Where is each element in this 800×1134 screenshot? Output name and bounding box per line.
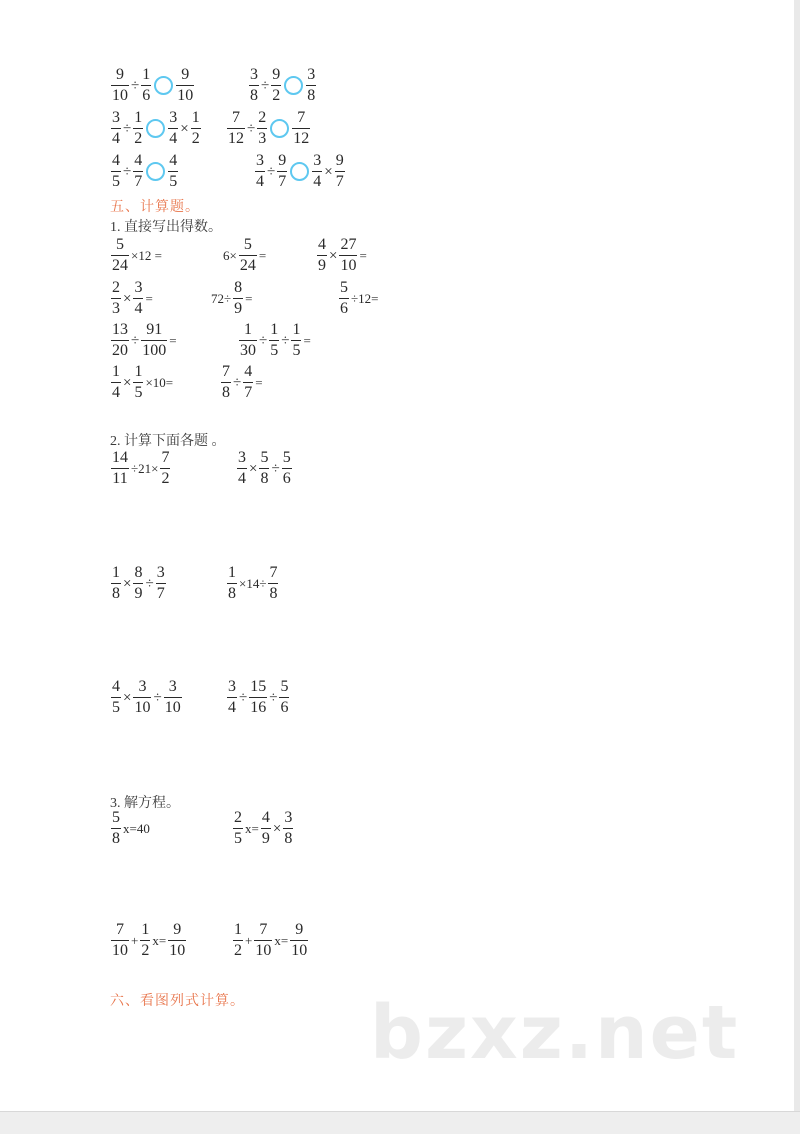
question-2-title: 2. 计算下面各题 。 xyxy=(110,434,226,449)
fraction: $\frac{9}{10}$ xyxy=(291,921,308,959)
fraction: $\frac{9}{2}$ xyxy=(272,66,281,104)
fraction: $\frac{5}{6}$ xyxy=(282,449,291,487)
q2-item-3 xyxy=(110,565,167,602)
expression-text: ×14÷ xyxy=(239,575,267,591)
operator: × xyxy=(272,820,282,837)
operator: ÷ xyxy=(123,120,132,137)
expression-text: ÷21× xyxy=(131,460,159,476)
fraction: $\frac{3}{8}$ xyxy=(284,809,293,847)
fraction: $\frac{1}{2}$ xyxy=(134,109,143,147)
compare-item-4 xyxy=(226,110,311,147)
fraction: $\frac{2}{3}$ xyxy=(258,109,267,147)
q1-item-8 xyxy=(238,322,312,359)
fraction: $\frac{1}{4}$ xyxy=(112,363,120,401)
fraction: $\frac{1}{5}$ xyxy=(134,363,143,401)
fraction: $\frac{1}{8}$ xyxy=(112,564,120,602)
fraction: $\frac{9}{10}$ xyxy=(169,921,186,959)
fraction: $\frac{9}{7}$ xyxy=(278,152,287,190)
fraction: $\frac{1}{5}$ xyxy=(292,321,301,359)
fraction: $\frac{4}{7}$ xyxy=(134,152,143,190)
fraction: $\frac{3}{4}$ xyxy=(112,109,120,147)
expression-text: 72÷ xyxy=(211,290,232,306)
operator: ÷ xyxy=(271,460,280,477)
q1-item-2 xyxy=(222,237,267,274)
answer-circle-icon[interactable] xyxy=(284,76,303,95)
fraction: $\frac{5}{24}$ xyxy=(112,236,128,274)
operator: ÷ xyxy=(131,77,140,94)
section-5-title: 五、计算题。 xyxy=(110,200,200,215)
fraction: $\frac{5}{6}$ xyxy=(340,279,348,317)
expression-text: = xyxy=(255,374,263,390)
fraction: $\frac{2}{5}$ xyxy=(234,809,242,847)
expression-text: ×10= xyxy=(145,374,174,390)
fraction: $\frac{4}{5}$ xyxy=(169,152,178,190)
fraction: $\frac{1}{30}$ xyxy=(240,321,256,359)
fraction: $\frac{1}{2}$ xyxy=(141,921,150,959)
expression-text: ×12 = xyxy=(131,247,162,263)
expression-text: x= xyxy=(152,932,167,948)
operator: ÷ xyxy=(145,575,154,592)
fraction: $\frac{4}{7}$ xyxy=(244,363,253,401)
fraction: $\frac{9}{10}$ xyxy=(112,66,128,104)
fraction: $\frac{3}{8}$ xyxy=(250,66,258,104)
fraction: $\frac{7}{12}$ xyxy=(228,109,244,147)
fraction: $\frac{8}{9}$ xyxy=(134,564,143,602)
fraction: $\frac{13}{20}$ xyxy=(112,321,128,359)
fraction: $\frac{4}{5}$ xyxy=(112,678,120,716)
fraction: $\frac{7}{12}$ xyxy=(293,109,310,147)
q2-item-2 xyxy=(236,450,293,487)
answer-circle-icon[interactable] xyxy=(146,162,165,181)
fraction: $\frac{1}{5}$ xyxy=(270,321,279,359)
fraction: $\frac{7}{8}$ xyxy=(222,363,230,401)
operator: ÷ xyxy=(281,332,290,349)
expression-text: = xyxy=(245,290,253,306)
expression-text: x=40 xyxy=(123,820,150,836)
q2-item-5 xyxy=(110,679,183,716)
fraction: $\frac{3}{7}$ xyxy=(156,564,165,602)
fraction: $\frac{3}{8}$ xyxy=(307,66,316,104)
compare-item-2 xyxy=(248,67,317,104)
fraction: $\frac{3}{4}$ xyxy=(134,279,143,317)
fraction: $\frac{91}{100}$ xyxy=(142,321,167,359)
operator: × xyxy=(123,689,132,706)
operator: × xyxy=(123,575,132,592)
operator: ÷ xyxy=(261,77,270,94)
operator: ÷ xyxy=(233,374,242,391)
fraction: $\frac{27}{10}$ xyxy=(340,236,357,274)
question-1-title: 1. 直接写出得数。 xyxy=(110,220,222,235)
q2-item-4 xyxy=(226,565,279,602)
operator: × xyxy=(329,247,338,264)
operator: ÷ xyxy=(247,120,256,137)
q3-item-3 xyxy=(110,922,187,959)
q3-item-2 xyxy=(232,810,294,847)
fraction: $\frac{7}{8}$ xyxy=(269,564,278,602)
compare-item-6 xyxy=(254,153,346,190)
watermark: bzxz.net xyxy=(370,990,740,1076)
fraction: $\frac{5}{8}$ xyxy=(260,449,269,487)
operator: ÷ xyxy=(267,163,276,180)
fraction: $\frac{7}{10}$ xyxy=(255,921,272,959)
fraction: $\frac{14}{11}$ xyxy=(112,449,128,487)
page-edge xyxy=(794,0,800,1134)
operator: ÷ xyxy=(131,332,140,349)
operator: ÷ xyxy=(239,689,248,706)
fraction: $\frac{4}{9}$ xyxy=(318,236,326,274)
answer-circle-icon[interactable] xyxy=(290,162,309,181)
operator: + xyxy=(131,932,139,948)
fraction: $\frac{1}{2}$ xyxy=(191,109,200,147)
operator: ÷ xyxy=(259,332,268,349)
q1-item-7 xyxy=(110,322,178,359)
fraction: $\frac{1}{8}$ xyxy=(228,564,236,602)
operator: × xyxy=(123,290,132,307)
q1-item-9 xyxy=(110,364,174,401)
expression-text: = xyxy=(258,247,267,263)
operator: ÷ xyxy=(123,163,132,180)
fraction: $\frac{5}{8}$ xyxy=(112,809,120,847)
fraction: $\frac{7}{2}$ xyxy=(161,449,170,487)
fraction: $\frac{3}{4}$ xyxy=(313,152,322,190)
fraction: $\frac{8}{9}$ xyxy=(234,279,243,317)
q1-item-4 xyxy=(110,280,154,317)
q2-item-6 xyxy=(226,679,290,716)
operator: × xyxy=(180,120,189,137)
fraction: $\frac{5}{6}$ xyxy=(280,678,289,716)
fraction: $\frac{3}{4}$ xyxy=(169,109,178,147)
expression-text: = xyxy=(145,290,153,306)
question-3-title: 3. 解方程。 xyxy=(110,796,180,811)
q3-item-1 xyxy=(110,810,151,847)
fraction: $\frac{3}{4}$ xyxy=(228,678,236,716)
section-6-title: 六、看图列式计算。 xyxy=(110,994,245,1009)
fraction: $\frac{9}{7}$ xyxy=(335,152,344,190)
operator: × xyxy=(123,374,132,391)
expression-text: 6× xyxy=(223,247,237,263)
compare-item-5 xyxy=(110,153,179,190)
operator: ÷ xyxy=(269,689,278,706)
q3-item-4 xyxy=(232,922,309,959)
q1-item-3 xyxy=(316,237,368,274)
fraction: $\frac{2}{3}$ xyxy=(112,279,120,317)
operator: × xyxy=(324,163,333,180)
expression-text: = xyxy=(303,332,311,348)
answer-circle-icon[interactable] xyxy=(146,119,165,138)
bottom-scroll-strip xyxy=(0,1111,800,1134)
fraction: $\frac{3}{4}$ xyxy=(256,152,264,190)
fraction: $\frac{15}{16}$ xyxy=(250,678,267,716)
fraction: $\frac{3}{10}$ xyxy=(134,678,151,716)
expression-text: x= xyxy=(274,932,289,948)
fraction: $\frac{7}{10}$ xyxy=(112,921,128,959)
q2-item-1 xyxy=(110,450,171,487)
compare-item-3 xyxy=(110,110,202,147)
answer-circle-icon[interactable] xyxy=(270,119,289,138)
fraction: $\frac{3}{4}$ xyxy=(238,449,246,487)
fraction: $\frac{3}{10}$ xyxy=(164,678,181,716)
q1-item-5 xyxy=(210,280,253,317)
fraction: $\frac{1}{6}$ xyxy=(142,66,151,104)
fraction: $\frac{4}{5}$ xyxy=(112,152,120,190)
q1-item-6 xyxy=(338,280,379,317)
answer-circle-icon[interactable] xyxy=(154,76,173,95)
compare-item-1 xyxy=(110,67,195,104)
fraction: $\frac{5}{24}$ xyxy=(239,236,256,274)
expression-text: x= xyxy=(245,820,259,836)
fraction: $\frac{1}{2}$ xyxy=(234,921,242,959)
fraction: $\frac{9}{10}$ xyxy=(177,66,194,104)
expression-text: ÷12= xyxy=(351,290,379,306)
expression-text: = xyxy=(359,247,367,263)
operator: × xyxy=(249,460,258,477)
operator: ÷ xyxy=(153,689,162,706)
operator: + xyxy=(245,932,253,948)
expression-text: = xyxy=(169,332,177,348)
q1-item-1 xyxy=(110,237,163,274)
q1-item-10 xyxy=(220,364,264,401)
fraction: $\frac{4}{9}$ xyxy=(261,809,270,847)
